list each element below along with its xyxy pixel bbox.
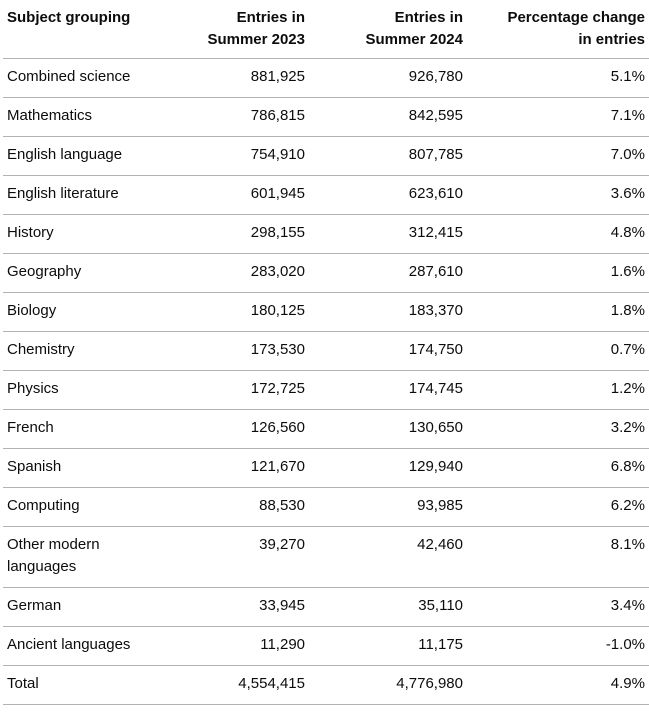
- table-row: [3, 137, 649, 176]
- table-row: [3, 254, 649, 293]
- table-row: [3, 59, 649, 98]
- table-row: [3, 449, 649, 488]
- table-row: [3, 627, 649, 666]
- table-row: [3, 293, 649, 332]
- header-entries-2023-line2: Summer 2023: [207, 31, 305, 48]
- cell-entries-2024: 287,610: [309, 254, 467, 293]
- cell-subject-grouping: English language: [3, 137, 161, 176]
- cell-entries-2024: 93,985: [309, 488, 467, 527]
- cell-subject-grouping: Biology: [3, 293, 161, 332]
- cell-percentage-change: 7.0%: [467, 137, 649, 176]
- cell-entries-2023: 11,290: [161, 627, 309, 666]
- entries-table: [3, 0, 649, 705]
- cell-entries-2024: 174,750: [309, 332, 467, 371]
- cell-entries-2024: 807,785: [309, 137, 467, 176]
- cell-entries-2023: 283,020: [161, 254, 309, 293]
- table-row: [3, 371, 649, 410]
- cell-entries-2023: 601,945: [161, 176, 309, 215]
- cell-percentage-change: 3.4%: [467, 588, 649, 627]
- cell-entries-2023: 33,945: [161, 588, 309, 627]
- cell-subject-grouping: German: [3, 588, 161, 627]
- cell-entries-2023: 126,560: [161, 410, 309, 449]
- cell-entries-2024: 842,595: [309, 98, 467, 137]
- table-row: [3, 176, 649, 215]
- cell-subject-grouping: Ancient languages: [3, 627, 161, 666]
- cell-subject-grouping: Combined science: [3, 59, 161, 98]
- cell-percentage-change: 6.2%: [467, 488, 649, 527]
- cell-percentage-change: 1.8%: [467, 293, 649, 332]
- header-row: [3, 0, 649, 59]
- cell-entries-2024: 35,110: [309, 588, 467, 627]
- cell-entries-2023: 39,270: [161, 527, 309, 588]
- cell-entries-2024: 4,776,980: [309, 666, 467, 705]
- cell-subject-grouping: Other modern languages: [3, 527, 161, 588]
- header-subject-grouping: [3, 0, 161, 59]
- cell-entries-2024: 183,370: [309, 293, 467, 332]
- cell-subject-grouping: English literature: [3, 176, 161, 215]
- cell-subject-grouping: Computing: [3, 488, 161, 527]
- cell-percentage-change: 4.9%: [467, 666, 649, 705]
- table-row: [3, 588, 649, 627]
- cell-entries-2024: 11,175: [309, 627, 467, 666]
- cell-entries-2023: 298,155: [161, 215, 309, 254]
- header-entries-2023-line1: Entries in: [236, 9, 305, 26]
- cell-entries-2023: 4,554,415: [161, 666, 309, 705]
- cell-subject-grouping: History: [3, 215, 161, 254]
- table-row: [3, 488, 649, 527]
- cell-entries-2023: 180,125: [161, 293, 309, 332]
- cell-entries-2024: 174,745: [309, 371, 467, 410]
- cell-entries-2023: 173,530: [161, 332, 309, 371]
- header-entries-2023: [161, 0, 309, 59]
- table-row: [3, 215, 649, 254]
- cell-subject-grouping: French: [3, 410, 161, 449]
- header-subject-label: Subject grouping: [7, 9, 131, 26]
- cell-entries-2024: 130,650: [309, 410, 467, 449]
- cell-entries-2023: 881,925: [161, 59, 309, 98]
- cell-percentage-change: 3.2%: [467, 410, 649, 449]
- header-entries-2024-line2: Summer 2024: [365, 31, 463, 48]
- cell-percentage-change: 4.8%: [467, 215, 649, 254]
- cell-entries-2023: 172,725: [161, 371, 309, 410]
- cell-entries-2024: 42,460: [309, 527, 467, 588]
- cell-percentage-change: 3.6%: [467, 176, 649, 215]
- cell-entries-2023: 754,910: [161, 137, 309, 176]
- cell-subject-grouping: Total: [3, 666, 161, 705]
- header-change-line2: in entries: [578, 31, 645, 48]
- cell-subject-grouping: Chemistry: [3, 332, 161, 371]
- table-body: [3, 59, 649, 705]
- cell-subject-grouping: Spanish: [3, 449, 161, 488]
- cell-percentage-change: 0.7%: [467, 332, 649, 371]
- cell-subject-grouping: Mathematics: [3, 98, 161, 137]
- table-row: [3, 666, 649, 705]
- cell-percentage-change: 1.6%: [467, 254, 649, 293]
- header-entries-2024-line1: Entries in: [394, 9, 463, 26]
- cell-subject-grouping: Geography: [3, 254, 161, 293]
- header-change-line1: Percentage change: [507, 9, 645, 26]
- cell-entries-2023: 121,670: [161, 449, 309, 488]
- cell-percentage-change: -1.0%: [467, 627, 649, 666]
- cell-entries-2024: 926,780: [309, 59, 467, 98]
- cell-percentage-change: 1.2%: [467, 371, 649, 410]
- cell-percentage-change: 6.8%: [467, 449, 649, 488]
- cell-percentage-change: 5.1%: [467, 59, 649, 98]
- header-entries-2024: [309, 0, 467, 59]
- cell-percentage-change: 8.1%: [467, 527, 649, 588]
- header-percentage-change: [467, 0, 649, 59]
- table-row: [3, 410, 649, 449]
- cell-entries-2024: 312,415: [309, 215, 467, 254]
- cell-entries-2023: 786,815: [161, 98, 309, 137]
- table-row: [3, 98, 649, 137]
- cell-entries-2024: 623,610: [309, 176, 467, 215]
- table-row: [3, 527, 649, 588]
- cell-subject-grouping: Physics: [3, 371, 161, 410]
- table-row: [3, 332, 649, 371]
- cell-percentage-change: 7.1%: [467, 98, 649, 137]
- cell-entries-2024: 129,940: [309, 449, 467, 488]
- table-header: [3, 0, 649, 59]
- cell-entries-2023: 88,530: [161, 488, 309, 527]
